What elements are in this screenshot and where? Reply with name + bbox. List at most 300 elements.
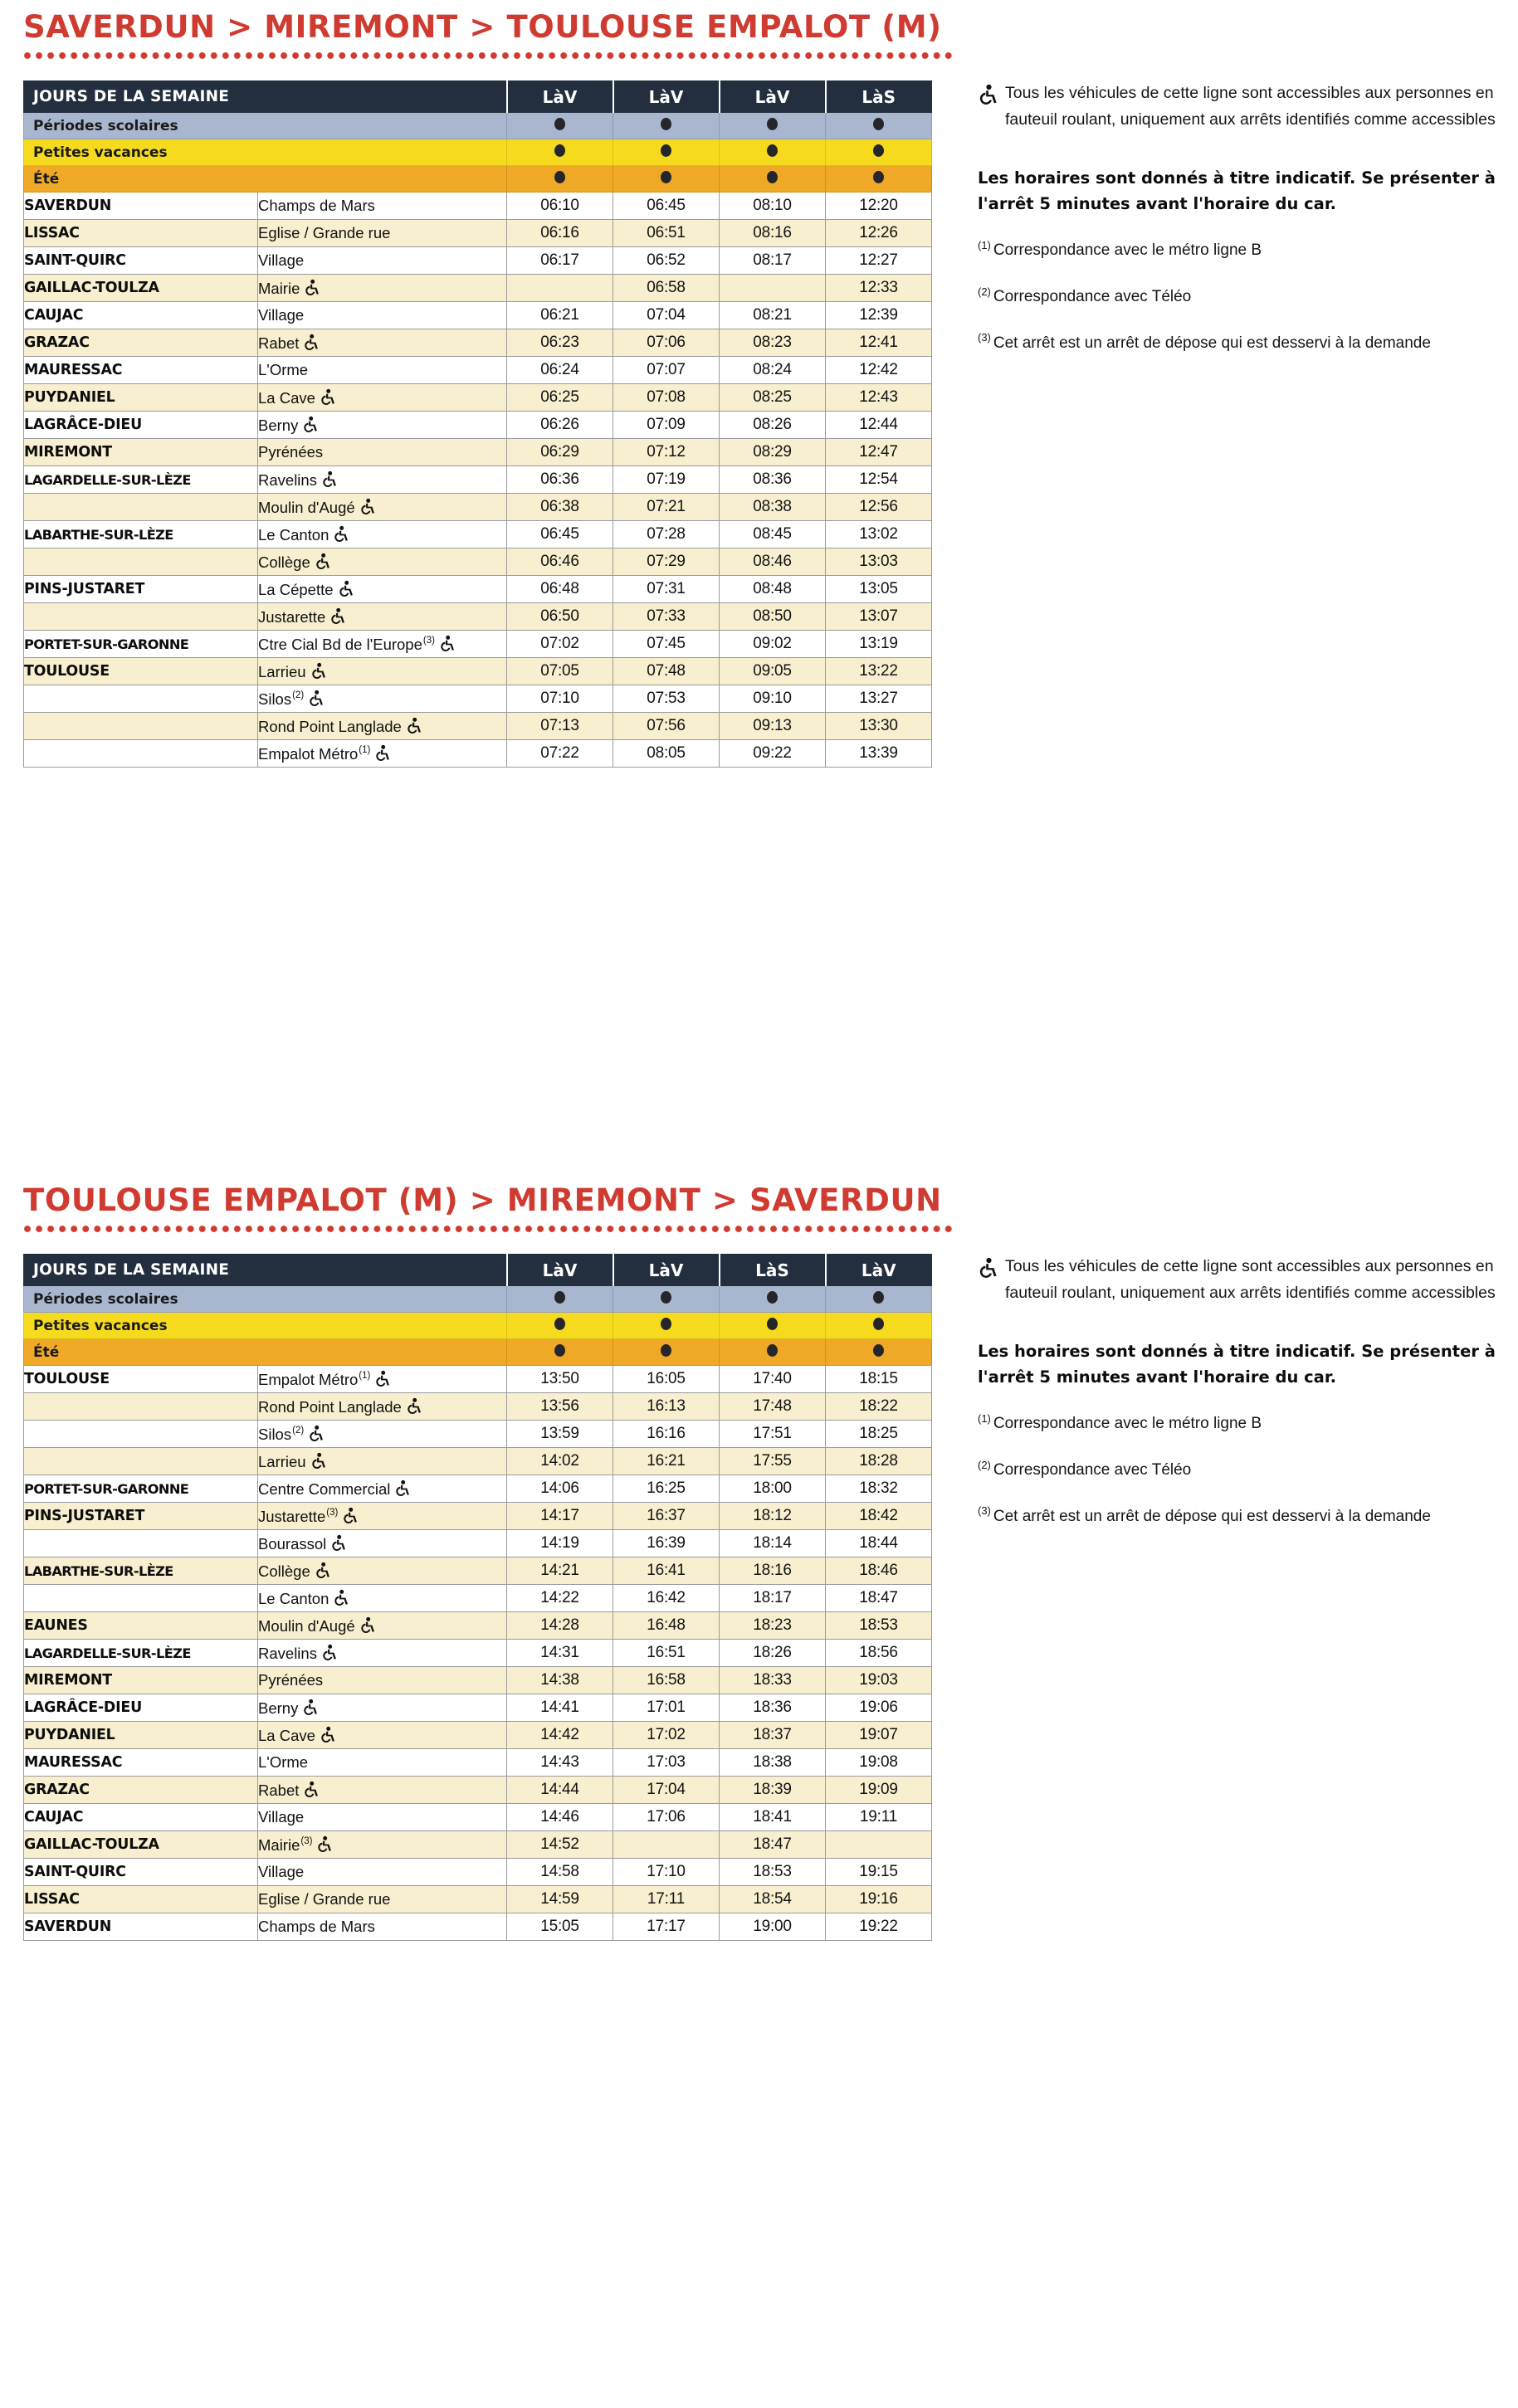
departure-time: 18:46 [826, 1557, 932, 1585]
table-row [24, 466, 932, 494]
table-row [24, 1612, 932, 1640]
period-band-dot [613, 1313, 720, 1339]
period-band-dot [507, 1339, 613, 1366]
table-row [24, 220, 932, 247]
departure-time: 06:58 [613, 275, 720, 302]
departure-time: 07:48 [613, 658, 720, 685]
departure-time: 13:39 [826, 740, 932, 768]
departure-time: 07:22 [507, 740, 613, 768]
table-row [24, 247, 932, 275]
service-dot-icon [661, 118, 671, 130]
footnote-mark: (1) [978, 238, 991, 251]
wheelchair-icon [338, 580, 354, 597]
departure-time: 17:01 [613, 1694, 720, 1722]
footnote-text: Cet arrêt est un arrêt de dépose qui est desservi à la demande [993, 1507, 1431, 1525]
departure-time: 13:07 [826, 603, 932, 631]
departure-time: 14:21 [507, 1557, 613, 1585]
table-row [24, 1448, 932, 1475]
footnote-marker: (3) [422, 636, 435, 646]
departure-time: 08:24 [720, 357, 826, 384]
stop-name: Moulin d'Augé [258, 1612, 507, 1640]
table-row [24, 1777, 932, 1804]
departure-time: 17:11 [613, 1886, 720, 1913]
stop-name: Justarette [258, 603, 507, 631]
departure-time: 18:00 [720, 1475, 826, 1503]
departure-time: 14:38 [507, 1667, 613, 1694]
departure-time: 14:02 [507, 1448, 613, 1475]
departure-time: 13:02 [826, 521, 932, 548]
wheelchair-icon [374, 1370, 390, 1387]
departure-time: 14:59 [507, 1886, 613, 1913]
departure-time: 06:17 [507, 247, 613, 275]
stop-name: Village [258, 1804, 507, 1831]
departure-time: 16:58 [613, 1667, 720, 1694]
departure-time: 08:26 [720, 412, 826, 439]
departure-time: 08:38 [720, 494, 826, 521]
period-band-dot [613, 113, 720, 139]
departure-time: 16:39 [613, 1530, 720, 1557]
departure-time: 13:22 [826, 658, 932, 685]
stop-name: Collège [258, 548, 507, 576]
departure-time: 18:32 [826, 1475, 932, 1503]
table-row [24, 1804, 932, 1831]
commune-name: CAUJAC [24, 302, 258, 329]
footnote-mark: (3) [978, 331, 991, 344]
service-dot-icon [554, 1344, 565, 1357]
service-dot-icon [767, 144, 778, 157]
departure-time: 18:17 [720, 1585, 826, 1612]
table-row [24, 1749, 932, 1777]
departure-time: 18:47 [826, 1585, 932, 1612]
departure-time: 18:25 [826, 1421, 932, 1448]
period-band-dot [826, 1286, 932, 1313]
departure-time: 07:09 [613, 412, 720, 439]
departure-time: 12:33 [826, 275, 932, 302]
table-row [24, 1831, 932, 1859]
departure-time: 12:39 [826, 302, 932, 329]
stop-name: Justarette$^{(3)}$ [258, 1503, 507, 1530]
departure-time: 18:38 [720, 1749, 826, 1777]
departure-time: 14:06 [507, 1475, 613, 1503]
period-band-dot [720, 1286, 826, 1313]
stop-name: Ravelins [258, 1640, 507, 1667]
departure-time: 16:21 [613, 1448, 720, 1475]
route-title: SAVERDUN > MIREMONT > TOULOUSE EMPALOT (M) [23, 9, 942, 45]
footnote-text: Correspondance avec le métro ligne B [993, 241, 1262, 259]
departure-time: 12:42 [826, 357, 932, 384]
footnote-3 [978, 332, 1509, 356]
commune-name: LAGARDELLE-SUR-LÈZE [24, 466, 258, 494]
commune-name: PUYDANIEL [24, 1722, 258, 1749]
departure-time: 09:13 [720, 713, 826, 740]
wheelchair-icon [333, 1589, 349, 1606]
commune-name: TOULOUSE [24, 658, 258, 685]
commune-name: MAURESSAC [24, 1749, 258, 1777]
timetable-body [24, 1255, 932, 1941]
commune-name [24, 685, 258, 713]
commune-name: GAILLAC-TOULZA [24, 275, 258, 302]
departure-time: 06:29 [507, 439, 613, 466]
departure-time: 18:15 [826, 1366, 932, 1393]
table-row [24, 1694, 932, 1722]
wheelchair-icon [359, 1616, 375, 1634]
footnote-2 [978, 285, 1509, 310]
table-row [24, 1667, 932, 1694]
departure-time: 07:21 [613, 494, 720, 521]
table-row [24, 603, 932, 631]
departure-time: 17:10 [613, 1859, 720, 1886]
table-row [24, 1557, 932, 1585]
period-band-dot [507, 1313, 613, 1339]
departure-time: 06:16 [507, 220, 613, 247]
stop-name: Rond Point Langlade [258, 713, 507, 740]
departure-time: 12:44 [826, 412, 932, 439]
stop-name: La Cave [258, 1722, 507, 1749]
departure-time: 18:41 [720, 1804, 826, 1831]
table-row [24, 658, 932, 685]
departure-time: 14:22 [507, 1585, 613, 1612]
departure-time: 19:00 [720, 1913, 826, 1941]
departure-time: 18:56 [826, 1640, 932, 1667]
stop-name: La Cave [258, 384, 507, 412]
footnote-text: Correspondance avec Téléo [993, 1460, 1192, 1479]
stop-name: Rond Point Langlade [258, 1393, 507, 1421]
departure-time: 08:48 [720, 576, 826, 603]
wheelchair-icon [315, 1562, 330, 1579]
period-band-dot [613, 1339, 720, 1366]
commune-name: LABARTHE-SUR-LÈZE [24, 1557, 258, 1585]
departure-time: 13:30 [826, 713, 932, 740]
empty-time-cell [720, 275, 826, 302]
route-section-return [0, 1173, 1518, 1941]
stop-name: Bourassol [258, 1530, 507, 1557]
period-band-dot [613, 139, 720, 166]
departure-time: 17:04 [613, 1777, 720, 1804]
departure-time: 07:04 [613, 302, 720, 329]
footnote-marker: (3) [326, 1508, 339, 1518]
wheelchair-icon [310, 1452, 326, 1470]
departure-time: 12:47 [826, 439, 932, 466]
table-row [24, 439, 932, 466]
service-dot-icon [554, 1318, 565, 1330]
wheelchair-icon [308, 690, 324, 707]
period-band-dot [507, 166, 613, 193]
table-row [24, 275, 932, 302]
period-band-row [24, 1286, 932, 1313]
dotted-rule [23, 51, 954, 63]
departure-time: 18:33 [720, 1667, 826, 1694]
wheelchair-icon [303, 334, 319, 351]
period-band-dot [507, 139, 613, 166]
commune-name: TOULOUSE [24, 1366, 258, 1393]
service-dot-icon [873, 1318, 884, 1330]
departure-time: 08:36 [720, 466, 826, 494]
table-row [24, 412, 932, 439]
footnote-list [978, 1412, 1509, 1529]
departure-time: 17:06 [613, 1804, 720, 1831]
timetable-header-row [24, 1255, 932, 1286]
table-row [24, 494, 932, 521]
commune-name: CAUJAC [24, 1804, 258, 1831]
departure-time: 18:12 [720, 1503, 826, 1530]
departure-time: 12:54 [826, 466, 932, 494]
wheelchair-icon [329, 607, 345, 625]
commune-name [24, 1530, 258, 1557]
header-day-1: LàV [507, 81, 613, 113]
header-days-label: JOURS DE LA SEMAINE [24, 1255, 507, 1286]
departure-time: 19:03 [826, 1667, 932, 1694]
service-dot-icon [873, 144, 884, 157]
commune-name: GRAZAC [24, 329, 258, 357]
departure-time: 18:54 [720, 1886, 826, 1913]
footnote-mark: (3) [978, 1504, 991, 1518]
departure-time: 16:42 [613, 1585, 720, 1612]
commune-name: PINS-JUSTARET [24, 1503, 258, 1530]
period-band-label: Été [24, 166, 507, 193]
departure-time: 13:50 [507, 1366, 613, 1393]
header-day-4: LàV [826, 1255, 932, 1286]
stop-name: Larrieu [258, 658, 507, 685]
departure-time: 07:28 [613, 521, 720, 548]
wheelchair-icon [321, 470, 337, 488]
departure-time: 16:41 [613, 1557, 720, 1585]
table-row [24, 685, 932, 713]
accessibility-note [978, 1254, 1509, 1306]
stop-name: Le Canton [258, 521, 507, 548]
period-band-dot [720, 113, 826, 139]
period-band-label: Petites vacances [24, 139, 507, 166]
service-dot-icon [661, 171, 671, 183]
departure-time: 13:59 [507, 1421, 613, 1448]
wheelchair-icon [315, 553, 330, 570]
departure-time: 08:45 [720, 521, 826, 548]
departure-time: 13:27 [826, 685, 932, 713]
departure-time: 17:02 [613, 1722, 720, 1749]
departure-time: 06:52 [613, 247, 720, 275]
commune-name: LABARTHE-SUR-LÈZE [24, 521, 258, 548]
departure-time: 08:10 [720, 193, 826, 220]
notes-panel [978, 80, 1509, 356]
commune-name: SAVERDUN [24, 193, 258, 220]
departure-time: 13:05 [826, 576, 932, 603]
period-band-row [24, 166, 932, 193]
table-row [24, 193, 932, 220]
service-dot-icon [767, 118, 778, 130]
departure-time: 07:12 [613, 439, 720, 466]
wheelchair-icon [321, 1644, 337, 1661]
stop-name: Champs de Mars [258, 1913, 507, 1941]
stop-name: Village [258, 302, 507, 329]
period-band-dot [826, 139, 932, 166]
footnote-1 [978, 1412, 1509, 1436]
notes-panel [978, 1254, 1509, 1529]
departure-time: 08:50 [720, 603, 826, 631]
departure-time: 09:02 [720, 631, 826, 658]
footnote-3 [978, 1505, 1509, 1529]
period-band-dot [720, 1313, 826, 1339]
departure-time: 16:25 [613, 1475, 720, 1503]
stop-name: Empalot Métro$^{(1)}$ [258, 1366, 507, 1393]
departure-time: 06:45 [507, 521, 613, 548]
period-band-row [24, 113, 932, 139]
period-band-label: Petites vacances [24, 1313, 507, 1339]
departure-time: 17:17 [613, 1913, 720, 1941]
departure-time: 12:27 [826, 247, 932, 275]
departure-time: 18:26 [720, 1640, 826, 1667]
departure-time: 19:22 [826, 1913, 932, 1941]
departure-time: 07:06 [613, 329, 720, 357]
departure-time: 13:56 [507, 1393, 613, 1421]
departure-time: 09:05 [720, 658, 826, 685]
period-band-dot [507, 113, 613, 139]
departure-time: 19:11 [826, 1804, 932, 1831]
departure-time: 17:40 [720, 1366, 826, 1393]
departure-time: 07:05 [507, 658, 613, 685]
departure-time: 18:16 [720, 1557, 826, 1585]
service-dot-icon [554, 118, 565, 130]
departure-time: 19:16 [826, 1886, 932, 1913]
wheelchair-icon [406, 717, 422, 734]
departure-time: 08:16 [720, 220, 826, 247]
wheelchair-icon [310, 662, 326, 680]
departure-time: 18:22 [826, 1393, 932, 1421]
table-row [24, 1640, 932, 1667]
empty-time-cell [613, 1831, 720, 1859]
timetable [23, 80, 932, 768]
header-day-2: LàV [613, 81, 720, 113]
stop-name: Rabet [258, 1777, 507, 1804]
wheelchair-icon [303, 1781, 319, 1798]
accessibility-note-text: Tous les véhicules de cette ligne sont accessibles aux personnes en fauteuil roulant, uniquement aux arrêts identifiés comme accessibles [1005, 1257, 1496, 1302]
service-dot-icon [873, 118, 884, 130]
stop-name: Eglise / Grande rue [258, 220, 507, 247]
stop-name: Ravelins [258, 466, 507, 494]
stop-name: Rabet [258, 329, 507, 357]
departure-time: 06:38 [507, 494, 613, 521]
departure-time: 07:33 [613, 603, 720, 631]
footnote-marker: (2) [292, 690, 305, 701]
commune-name: LISSAC [24, 1886, 258, 1913]
departure-time: 18:47 [720, 1831, 826, 1859]
table-row [24, 1503, 932, 1530]
commune-name: PINS-JUSTARET [24, 576, 258, 603]
departure-time: 14:19 [507, 1530, 613, 1557]
wheelchair-icon [406, 1397, 422, 1415]
table-row [24, 548, 932, 576]
wheelchair-icon [330, 1534, 346, 1552]
commune-name: MIREMONT [24, 1667, 258, 1694]
departure-time: 14:46 [507, 1804, 613, 1831]
departure-time: 06:26 [507, 412, 613, 439]
departure-time: 16:37 [613, 1503, 720, 1530]
stop-name: Village [258, 247, 507, 275]
departure-time: 06:45 [613, 193, 720, 220]
departure-time: 17:48 [720, 1393, 826, 1421]
footnote-2 [978, 1459, 1509, 1483]
service-dot-icon [873, 1344, 884, 1357]
table-row [24, 1530, 932, 1557]
departure-time: 09:22 [720, 740, 826, 768]
stop-name: Berny [258, 1694, 507, 1722]
wheelchair-icon [320, 1726, 335, 1743]
departure-time: 16:13 [613, 1393, 720, 1421]
departure-time: 16:05 [613, 1366, 720, 1393]
commune-name: LAGRÂCE-DIEU [24, 412, 258, 439]
service-dot-icon [767, 1291, 778, 1304]
departure-time: 12:41 [826, 329, 932, 357]
period-band-dot [720, 139, 826, 166]
departure-time: 07:29 [613, 548, 720, 576]
stop-name: Pyrénées [258, 439, 507, 466]
departure-time: 14:44 [507, 1777, 613, 1804]
commune-name: EAUNES [24, 1612, 258, 1640]
empty-time-cell [507, 275, 613, 302]
departure-time: 07:07 [613, 357, 720, 384]
table-row [24, 1393, 932, 1421]
departure-time: 08:46 [720, 548, 826, 576]
stop-name: Mairie$^{(3)}$ [258, 1831, 507, 1859]
departure-time: 16:48 [613, 1612, 720, 1640]
footnote-text: Correspondance avec le métro ligne B [993, 1414, 1262, 1432]
service-dot-icon [554, 1291, 565, 1304]
table-row [24, 631, 932, 658]
wheelchair-icon [978, 84, 998, 115]
timetable [23, 1254, 932, 1941]
departure-time: 17:55 [720, 1448, 826, 1475]
departure-time: 09:10 [720, 685, 826, 713]
stop-name: Pyrénées [258, 1667, 507, 1694]
table-row [24, 1886, 932, 1913]
departure-time: 14:52 [507, 1831, 613, 1859]
table-row [24, 1913, 932, 1941]
stop-name: Centre Commercial [258, 1475, 507, 1503]
commune-name: SAINT-QUIRC [24, 1859, 258, 1886]
commune-name: SAINT-QUIRC [24, 247, 258, 275]
departure-time: 12:20 [826, 193, 932, 220]
departure-time: 13:19 [826, 631, 932, 658]
departure-time: 19:07 [826, 1722, 932, 1749]
header-day-2: LàV [613, 1255, 720, 1286]
service-dot-icon [767, 1318, 778, 1330]
departure-time: 08:05 [613, 740, 720, 768]
departure-time: 07:13 [507, 713, 613, 740]
departure-time: 18:39 [720, 1777, 826, 1804]
table-row [24, 740, 932, 768]
table-row [24, 1859, 932, 1886]
service-dot-icon [661, 1318, 671, 1330]
departure-time: 17:03 [613, 1749, 720, 1777]
footnote-text: Correspondance avec Téléo [993, 287, 1192, 305]
commune-name: PORTET-SUR-GARONNE [24, 1475, 258, 1503]
commune-name: SAVERDUN [24, 1913, 258, 1941]
departure-time: 08:21 [720, 302, 826, 329]
table-row [24, 384, 932, 412]
wheelchair-icon [302, 1699, 318, 1716]
departure-time: 06:48 [507, 576, 613, 603]
departure-time: 07:53 [613, 685, 720, 713]
stop-name: Champs de Mars [258, 193, 507, 220]
commune-name: GAILLAC-TOULZA [24, 1831, 258, 1859]
commune-name: PUYDANIEL [24, 384, 258, 412]
service-dot-icon [767, 1344, 778, 1357]
period-band-dot [826, 166, 932, 193]
stop-name: La Cépette [258, 576, 507, 603]
departure-time: 16:16 [613, 1421, 720, 1448]
footnote-mark: (2) [978, 285, 991, 298]
stop-name: Village [258, 1859, 507, 1886]
stop-name: Collège [258, 1557, 507, 1585]
departure-time: 14:17 [507, 1503, 613, 1530]
